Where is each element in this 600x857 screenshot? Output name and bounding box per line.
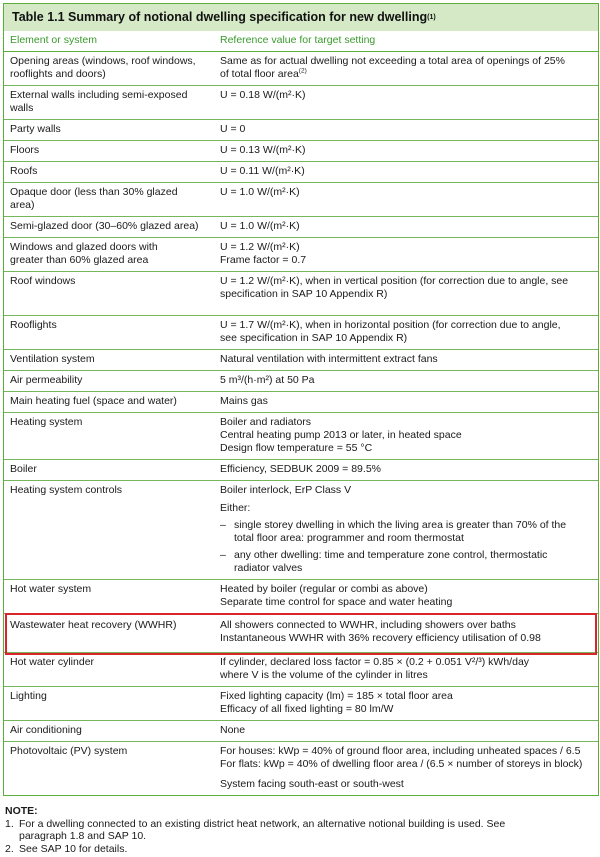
value-cell (206, 86, 598, 119)
value-cell: U = 0.13 W/(m²·K) (220, 144, 306, 156)
element-cell: Roofs (10, 165, 38, 177)
value-text: Either: (220, 502, 251, 514)
value-cell (206, 616, 598, 649)
footnote-marker: (2) (298, 67, 307, 75)
table-row (4, 481, 598, 580)
element-cell: Heating system (10, 416, 83, 428)
value-text: U = 1.2 W/(m²·K) (220, 241, 300, 253)
value-cell (206, 316, 598, 349)
table-row (4, 86, 598, 120)
element-cell: Opaque door (less than 30% glazed area) (10, 186, 178, 211)
column-header-element: Element or system (10, 34, 97, 46)
value-text: see specification in SAP 10 Appendix R) (220, 332, 408, 344)
table-row (4, 580, 598, 614)
table-row (4, 350, 598, 371)
element-text: rooflights and doors) (10, 68, 106, 80)
element-cell (4, 52, 206, 85)
value-text: For flats: kWp = 40% of dwelling floor area / (6.5 × number of storeys in block) (220, 758, 583, 770)
element-text: External walls including semi-exposed (10, 89, 188, 101)
element-cell: Party walls (10, 123, 61, 135)
note-number: 2. (5, 842, 14, 855)
note-item (5, 818, 599, 843)
table-row (4, 653, 598, 687)
element-cell: Rooflights (10, 319, 57, 331)
value-cell (206, 272, 598, 305)
value-text: Separate time control for space and water heating (220, 596, 453, 608)
value-cell: 5 m³/(h·m²) at 50 Pa (220, 374, 315, 386)
value-cell (206, 687, 598, 720)
element-cell: Ventilation system (10, 353, 95, 365)
notes-title: NOTE: (5, 805, 38, 817)
value-cell: U = 1.0 W/(m²·K) (220, 186, 300, 198)
table-row (4, 141, 598, 162)
element-cell: Lighting (10, 690, 47, 702)
note-number: 1. (5, 817, 14, 830)
table-row-wwhr (4, 614, 598, 653)
table-row (4, 460, 598, 481)
value-cell (206, 742, 598, 795)
table-row (4, 742, 598, 795)
value-text: specification in SAP 10 Appendix R) (220, 288, 388, 300)
value-text: Same as for actual dwelling not exceeding a total area of openings of 25% (220, 55, 565, 67)
element-cell: Floors (10, 144, 40, 156)
value-cell (206, 52, 598, 85)
note-text: paragraph 1.8 and SAP 10. (19, 830, 147, 842)
value-text: All showers connected to WWHR, including showers over baths (220, 619, 516, 631)
value-cell (206, 238, 598, 271)
value-text: U = 1.2 W/(m²·K), when in vertical position (for correction due to angle, see (220, 275, 569, 287)
value-text: U = 0.18 W/(m²·K) (220, 89, 306, 101)
element-cell: Air permeability (10, 374, 83, 386)
value-text: of total floor area (220, 68, 299, 80)
value-cell (206, 653, 598, 686)
element-cell: Heating system controls (10, 484, 123, 496)
value-cell: U = 0 (220, 123, 246, 135)
table-row (4, 721, 598, 742)
dash-bullet: – (220, 519, 226, 531)
value-cell (206, 580, 598, 613)
value-cell: U = 1.0 W/(m²·K) (220, 220, 300, 232)
value-cell (206, 481, 598, 579)
element-cell: Semi-glazed door (30–60% glazed area) (10, 220, 199, 232)
value-cell: Mains gas (220, 395, 268, 407)
notes-section (3, 801, 600, 855)
element-cell: Wastewater heat recovery (WWHR) (10, 619, 177, 631)
table-row (4, 687, 598, 721)
element-cell: Photovoltaic (PV) system (10, 745, 128, 757)
value-text: Frame factor = 0.7 (220, 254, 307, 266)
table-row (4, 162, 598, 183)
element-cell: Hot water cylinder (10, 656, 95, 668)
value-text: single storey dwelling in which the living area is greater than 70% of the (234, 519, 567, 531)
note-item (5, 843, 599, 856)
table-row (4, 120, 598, 141)
value-text: Heated by boiler (regular or combi as above) (220, 583, 428, 595)
spec-table (3, 3, 599, 796)
note-text: See SAP 10 for details. (19, 842, 128, 855)
table-row (4, 316, 598, 350)
table-title-text: Table 1.1 Summary of notional dwelling specification for new dwelling (12, 10, 428, 24)
element-cell: Air conditioning (10, 724, 82, 736)
dash-bullet: – (220, 549, 226, 561)
element-text: walls (10, 102, 34, 114)
element-cell: Boiler (10, 463, 37, 475)
table-row (4, 413, 598, 460)
column-header-reference: Reference value for target setting (220, 34, 376, 46)
table-title: Table 1.1 Summary of notional dwelling specification for new dwelling (1) (4, 4, 598, 31)
table-row (4, 371, 598, 392)
element-cell: Hot water system (10, 583, 92, 595)
table-row (4, 392, 598, 413)
value-text: where V is the volume of the cylinder in litres (220, 669, 428, 681)
value-text: If cylinder, declared loss factor = 0.85 × (0.2 + 0.051 V²/³) kWh/day (220, 656, 530, 668)
value-text: Fixed lighting capacity (lm) = 185 × total floor area (220, 690, 453, 702)
value-text: U = 1.7 W/(m²·K), when in horizontal position (for correction due to angle, (220, 319, 561, 331)
value-text: Central heating pump 2013 or later, in heated space (220, 429, 462, 441)
element-text: Opening areas (windows, roof windows, (10, 55, 196, 67)
element-text: greater than 60% glazed area (10, 254, 149, 266)
table-row (4, 238, 598, 272)
value-cell: Efficiency, SEDBUK 2009 = 89.5% (220, 463, 381, 475)
element-cell (4, 86, 206, 119)
element-cell: Main heating fuel (space and water) (10, 395, 177, 407)
value-text: radiator valves (234, 562, 303, 574)
value-cell: None (220, 724, 246, 736)
value-text: total floor area: programmer and room thermostat (234, 532, 464, 544)
element-cell (4, 238, 206, 271)
value-text: System facing south-east or south-west (220, 778, 404, 790)
column-header-row (4, 31, 598, 52)
value-text: Boiler and radiators (220, 416, 312, 428)
list-item (220, 519, 592, 545)
value-cell: Natural ventilation with intermittent extract fans (220, 353, 438, 365)
value-text: Design flow temperature = 55 °C (220, 442, 373, 454)
note-text: For a dwelling connected to an existing district heat network, an alternative notional building is used. See (19, 817, 506, 830)
table-row (4, 272, 598, 316)
value-cell: U = 0.11 W/(m²·K) (220, 165, 305, 177)
value-text: Efficacy of all fixed lighting = 80 lm/W (220, 703, 394, 715)
table-row (4, 183, 598, 217)
element-text: Windows and glazed doors with (10, 241, 158, 253)
element-cell: Roof windows (10, 275, 76, 287)
value-text: Instantaneous WWHR with 36% recovery efficiency utilisation of 0.98 (220, 632, 541, 644)
value-text: For houses: kWp = 40% of ground floor area, including unheated spaces / 6.5 (220, 745, 581, 757)
value-text: Boiler interlock, ErP Class V (220, 484, 352, 496)
table-row (4, 217, 598, 238)
value-text: any other dwelling: time and temperature zone control, thermostatic (234, 549, 548, 561)
list-item (220, 549, 592, 575)
table-row (4, 52, 598, 86)
value-cell (206, 413, 598, 459)
